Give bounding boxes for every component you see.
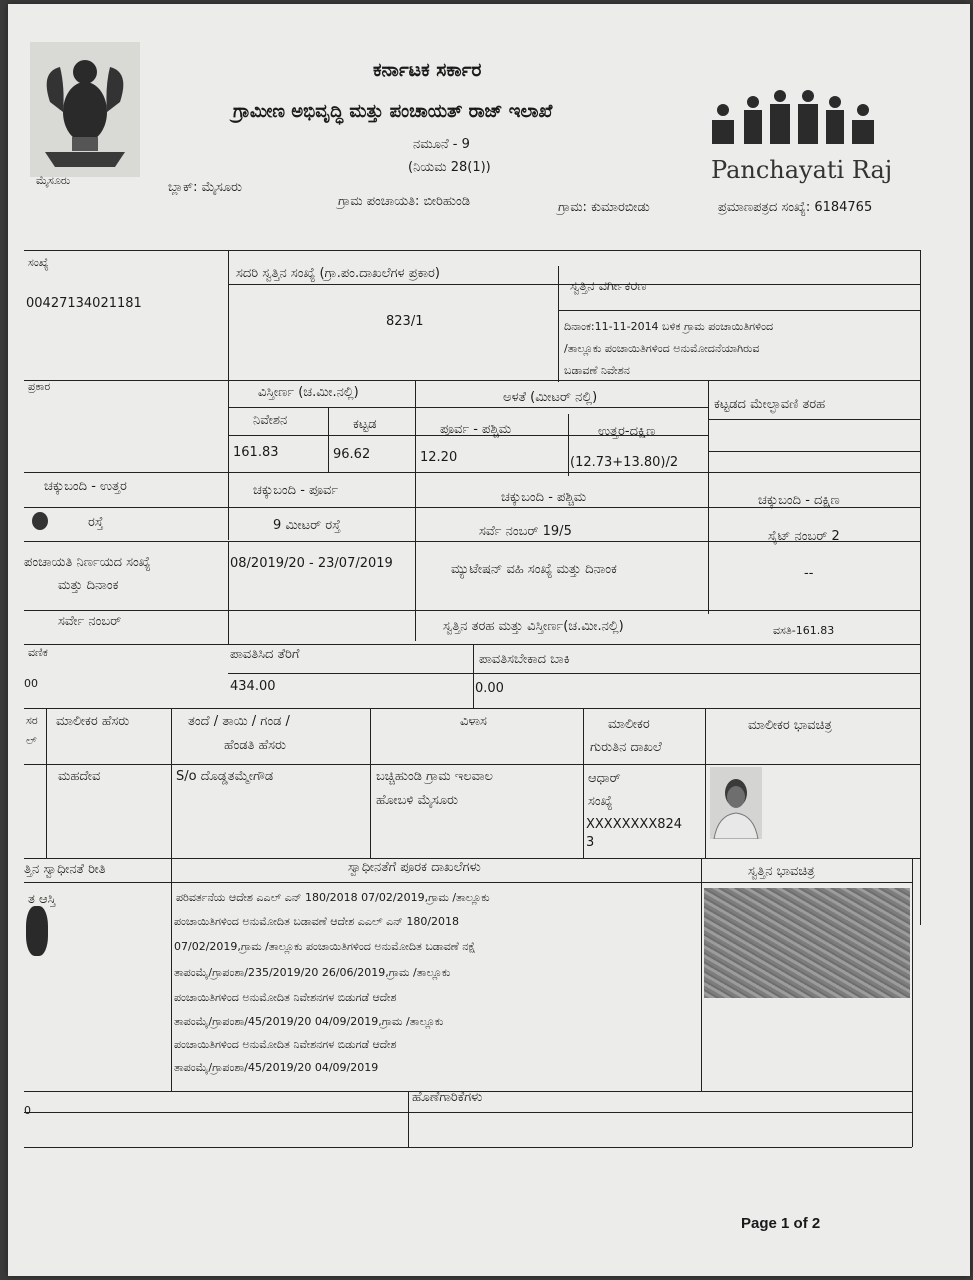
supporting-doc-line: ಪಂಚಾಯಿತಿಗಳಿಂದ ಅನುಮೋದಿತ ಬಡಾವಣೆ ಆದೇಶ ಎಎಲ್ ಎನ್ 180/2018 xyxy=(174,915,460,928)
property-number-label: ಸದರಿ ಸ್ವತ್ತಿನ ಸಂಖ್ಯೆ (ಗ್ರಾ.ಪಂ.ದಾಖಲೆಗಳ ಪ್ರಕಾರ) xyxy=(236,266,440,281)
tax-paid-value: 434.00 xyxy=(230,679,276,694)
property-id-value: 00427134021181 xyxy=(26,296,142,311)
owner-id-value-3: XXXXXXXX824 xyxy=(586,817,683,832)
roof-type-label: ಕಟ್ಟಡದ ಮೇಲ್ಛಾವಣಿ ತರಹ xyxy=(714,397,826,412)
supporting-doc-line: ತಾಪಂಮೈ/ಗ್ರಾಪಂಶಾ/45/2019/20 04/09/2019 xyxy=(174,1061,379,1074)
supporting-doc-line: ಪರಿವರ್ತನೆಯ ಆದೇಶ ಎಎಲ್ ಎನ್ 180/2018 07/02/2019,ಗ್ರಾಮ /ತಾಲ್ಲೂಕು xyxy=(176,891,490,904)
east-west-value: 12.20 xyxy=(420,450,458,465)
ink-blot xyxy=(26,906,48,956)
property-class-label: ಸ್ವತ್ತಿನ ವರ್ಗೀಕರಣ xyxy=(570,279,647,294)
east-west-label: ಪೂರ್ವ - ಪಶ್ಚಿಮ xyxy=(440,422,512,437)
liabilities-col0: 0 xyxy=(24,1104,31,1117)
panchayati-raj-logo-icon xyxy=(708,88,878,158)
ownership-mode-label: ತ್ತಿನ ಸ್ವಾಧೀನತೆ ರೀತಿ xyxy=(24,862,106,877)
address-value-1: ಬಚ್ಚಿಹುಂಡಿ ಗ್ರಾಮ ಇಲವಾಲ xyxy=(376,769,493,784)
owner-photo xyxy=(710,767,762,839)
measurement-label: ಅಳತೆ (ಮೀಟರ್ ನಲ್ಲಿ) xyxy=(503,390,598,405)
tax-paid-label: ಪಾವತಿಸಿದ ತೆರಿಗೆ xyxy=(230,647,300,662)
site-label: ನಿವೇಶನ xyxy=(253,413,288,428)
row5-value: 00 xyxy=(24,677,38,690)
property-class-value-1: ದಿನಾಂಕ:11-11-2014 ಬಳಿಕ ಗ್ರಾಮ ಪಂಚಾಯಿತಿಗಳಿಂದ xyxy=(564,320,774,333)
supporting-doc-line: ಪಂಚಾಯಿತಿಗಳಿಂದ ಅನುಮೋದಿತ ನಿವೇಶನಗಳ ಬಿಡುಗಡೆ ಆದೇಶ xyxy=(174,991,397,1004)
west-boundary-value: ಸರ್ವೆ ನಂಬರ್ 19/5 xyxy=(479,524,572,539)
supporting-doc-line: ತಾಪಂಮೈ/ಗ್ರಾಪಂಶಾ/45/2019/20 04/09/2019,ಗ್ರಾಮ /ತಾಲ್ಲೂಕು xyxy=(174,1015,444,1028)
north-boundary-label: ಚಕ್ಕುಬಂದಿ - ಉತ್ತರ xyxy=(44,479,127,494)
property-class-value-2: /ತಾಲ್ಲೂಕು ಪಂಚಾಯಿತಿಗಳಿಂದ ಅನುಮೋದನೆಯಾಗಿರುವ xyxy=(564,342,760,355)
document-page xyxy=(8,4,970,1276)
tax-due-label: ಪಾವತಿಸಬೇಕಾದ ಬಾಕಿ xyxy=(479,652,570,667)
mutation-value: -- xyxy=(804,566,814,581)
owner-id-value-4: 3 xyxy=(586,835,595,850)
property-id-label: ಸಂಖ್ಯೆ xyxy=(28,256,49,269)
east-boundary-label: ಚಕ್ಕುಬಂದಿ - ಪೂರ್ವ xyxy=(253,483,339,498)
owner-col0-label-a: ಸರ xyxy=(26,714,38,727)
north-south-label: ಉತ್ತರ-ದಕ್ಷಿಣ xyxy=(598,424,656,439)
department-title: ಗ್ರಾಮೀಣ ಅಭಿವೃದ್ಧಿ ಮತ್ತು ಪಂಚಾಯತ್ ರಾಜ್ ಇಲಾಖೆ xyxy=(233,101,553,122)
resolution-label-2: ಮತ್ತು ದಿನಾಂಕ xyxy=(58,578,119,593)
south-boundary-label: ಚಕ್ಕುಬಂದಿ - ದಕ್ಷಿಣ xyxy=(758,493,840,508)
address-value-2: ಹೋಬಳಿ ಮೈಸೂರು xyxy=(376,793,459,808)
govt-title: ಕರ್ನಾಟಕ ಸರ್ಕಾರ xyxy=(373,59,482,81)
survey-number-label: ಸರ್ವೇ ನಂಬರ್ xyxy=(58,614,122,629)
south-boundary-value: ಸೈಟ್ ನಂಬರ್ 2 xyxy=(768,529,840,544)
building-area-value: 96.62 xyxy=(333,447,371,462)
block-label: ಬ್ಲಾಕ್: ಮೈಸೂರು xyxy=(168,180,243,195)
supporting-doc-line: ಪಂಚಾಯಿತಿಗಳಿಂದ ಅನುಮೋದಿತ ನಿವೇಶನಗಳ ಬಿಡುಗಡೆ ಆದೇಶ xyxy=(174,1038,397,1051)
ownership-mode-value: ತ ಆಸ್ತಿ xyxy=(28,892,56,907)
owner-id-label-1: ಮಾಲೀಕರ xyxy=(608,717,650,732)
owner-name-label: ಮಾಲೀಕರ ಹೆಸರು xyxy=(56,714,130,729)
north-boundary-value: ರಸ್ತೆ xyxy=(88,515,104,530)
owner-name-value: ಮಹದೇವ xyxy=(58,769,101,784)
village-label: ಗ್ರಾಮ: ಕುಮಾರಬೀಡು xyxy=(558,200,650,215)
east-boundary-value: 9 ಮೀಟರ್ ರಸ್ತೆ xyxy=(273,518,341,533)
panchayati-raj-text: Panchayati Raj xyxy=(711,156,893,184)
certificate-number: ಪ್ರಮಾಣಪತ್ರದ ಸಂಖ್ಯೆ: 6184765 xyxy=(718,200,873,215)
property-photo-label: ಸ್ವತ್ತಿನ ಭಾವಚಿತ್ರ xyxy=(748,864,815,879)
address-label: ವಿಳಾಸ xyxy=(460,714,487,729)
mutation-label: ಮ್ಯುಟೇಷನ್ ವಹಿ ಸಂಖ್ಯೆ ಮತ್ತು ದಿನಾಂಕ xyxy=(451,562,617,577)
page-number: Page 1 of 2 xyxy=(741,1215,821,1232)
supporting-doc-line: 07/02/2019,ಗ್ರಾಮ /ತಾಲ್ಲೂಕು ಪಂಚಾಯಿತಿಗಳಿಂದ ಅನುಮೋದಿತ ಬಡಾವಣೆ ನಕ್ಷೆ xyxy=(174,940,476,953)
liabilities-label: ಹೊಣೆಗಾರಿಕೆಗಳು xyxy=(412,1090,483,1105)
form-rule: (ನಿಯಮ 28(1)) xyxy=(408,160,491,175)
parent-name-label-2: ಹೆಂಡತಿ ಹೆಸರು xyxy=(224,738,287,753)
property-number-value: 823/1 xyxy=(386,314,424,329)
type-label: ಪ್ರಕಾರ xyxy=(28,380,51,393)
property-photo xyxy=(704,888,910,998)
karnataka-emblem-icon xyxy=(30,42,140,177)
site-area-value: 161.83 xyxy=(233,445,279,460)
form-number: ನಮೂನೆ - 9 xyxy=(413,137,470,152)
ink-mark xyxy=(32,512,48,530)
owner-id-value-1: ಆಧಾರ್ xyxy=(588,771,621,786)
supporting-docs-label: ಸ್ವಾಧೀನತೆಗೆ ಪೂರಕ ದಾಖಲೆಗಳು xyxy=(348,860,481,875)
north-south-value: (12.73+13.80)/2 xyxy=(570,455,679,470)
owner-col0-label-b: ಲ್ xyxy=(26,734,37,747)
owner-photo-label: ಮಾಲೀಕರ ಭಾವಚಿತ್ರ xyxy=(748,718,832,733)
row5-label: ವಣಿಕ xyxy=(28,646,48,659)
resolution-value: 08/2019/20 - 23/07/2019 xyxy=(230,556,393,571)
parent-name-label-1: ತಂದೆ / ತಾಯಿ / ಗಂಡ / xyxy=(188,714,290,729)
district-label: ಮೈಸೂರು xyxy=(36,174,71,187)
west-boundary-label: ಚಕ್ಕುಬಂದಿ - ಪಶ್ಚಿಮ xyxy=(501,490,587,505)
property-type-value: ವಸತಿ-161.83 xyxy=(773,624,835,637)
gram-panchayat-label: ಗ್ರಾಮ ಪಂಚಾಯತಿ: ಬೀರಿಹುಂಡಿ xyxy=(338,194,471,209)
property-type-label: ಸ್ವತ್ತಿನ ತರಹ ಮತ್ತು ವಿಸ್ತೀರ್ಣ(ಚ.ಮೀ.ನಲ್ಲಿ) xyxy=(443,619,624,634)
supporting-doc-line: ತಾಪಂಮೈ/ಗ್ರಾಪಂಶಾ/235/2019/20 26/06/2019,ಗ್ರಾಮ /ತಾಲ್ಲೂಕು xyxy=(174,966,451,979)
area-label: ವಿಸ್ತೀರ್ಣ (ಚ.ಮೀ.ನಲ್ಲಿ) xyxy=(258,385,359,400)
building-label: ಕಟ್ಟಡ xyxy=(353,417,377,432)
owner-id-value-2: ಸಂಖ್ಯೆ xyxy=(588,794,613,809)
parent-name-value: S/o ದೊಡ್ಡತಮ್ಮೇಗೌಡ xyxy=(176,769,274,784)
resolution-label-1: ಪಂಚಾಯತಿ ನಿರ್ಣಯದ ಸಂಖ್ಯೆ xyxy=(24,555,151,570)
owner-id-label-2: ಗುರುತಿನ ದಾಖಲೆ xyxy=(590,740,662,755)
tax-due-value: 0.00 xyxy=(475,681,504,696)
property-class-value-3: ಬಡಾವಣೆ ನಿವೇಶನ xyxy=(564,364,630,377)
